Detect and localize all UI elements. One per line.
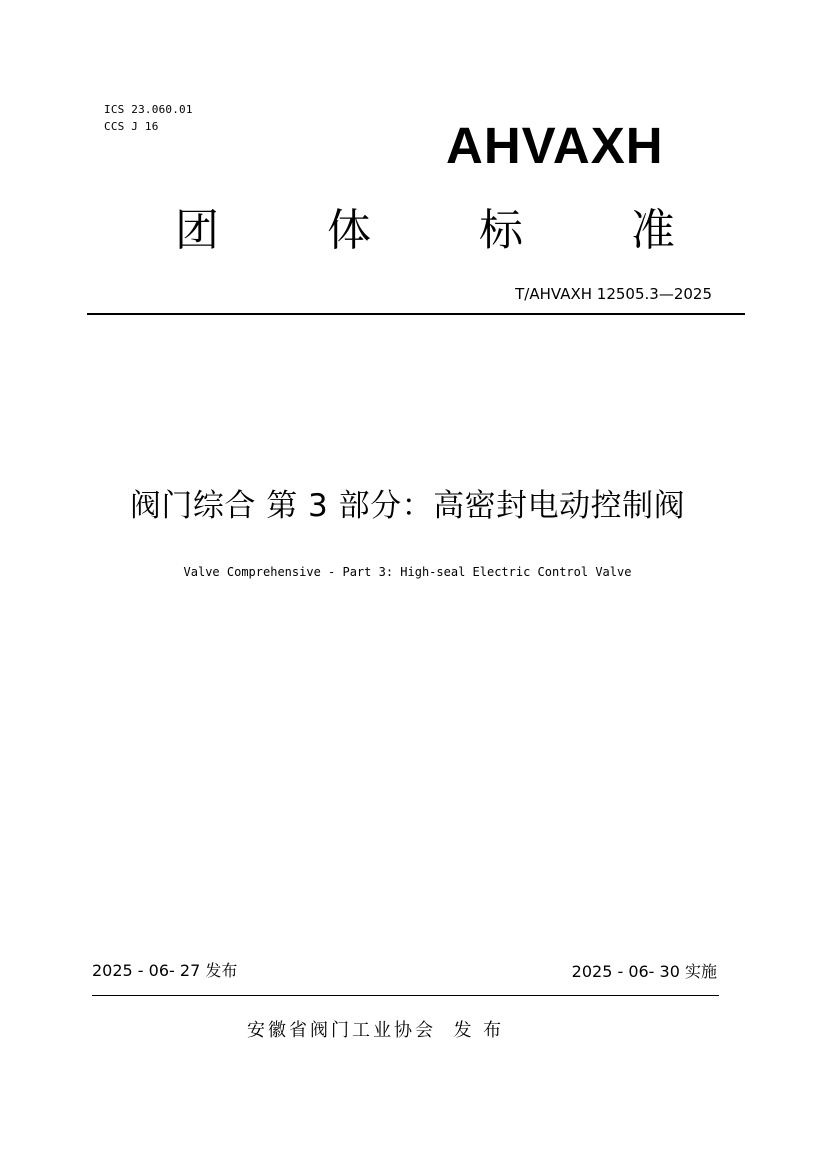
implementation-date: 2025 - 06- 30 实施	[571, 962, 717, 981]
standard-number: T/AHVAXH 12505.3—2025	[515, 285, 712, 303]
standard-type-char: 标	[479, 205, 523, 256]
standard-type-char: 体	[327, 205, 371, 256]
footer-divider	[92, 995, 719, 996]
issuing-organization: 安徽省阀门工业协会 发 布	[247, 1020, 505, 1041]
organization-code: AHVAXH	[446, 117, 664, 174]
header-divider	[87, 313, 745, 315]
ics-code: ICS 23.060.01	[104, 103, 193, 116]
standard-type-char: 准	[631, 205, 675, 256]
ccs-code: CCS J 16	[104, 120, 159, 133]
standard-type	[175, 203, 675, 259]
classification-codes	[104, 101, 193, 135]
standard-type-char: 团	[175, 205, 219, 256]
issue-date: 2025 - 06- 27 发布	[92, 961, 238, 980]
document-title-chinese: 阀门综合 第 3 部分：高密封电动控制阀	[129, 488, 686, 524]
document-title-english: Valve Comprehensive - Part 3: High-seal Electric Control Valve	[183, 565, 632, 579]
